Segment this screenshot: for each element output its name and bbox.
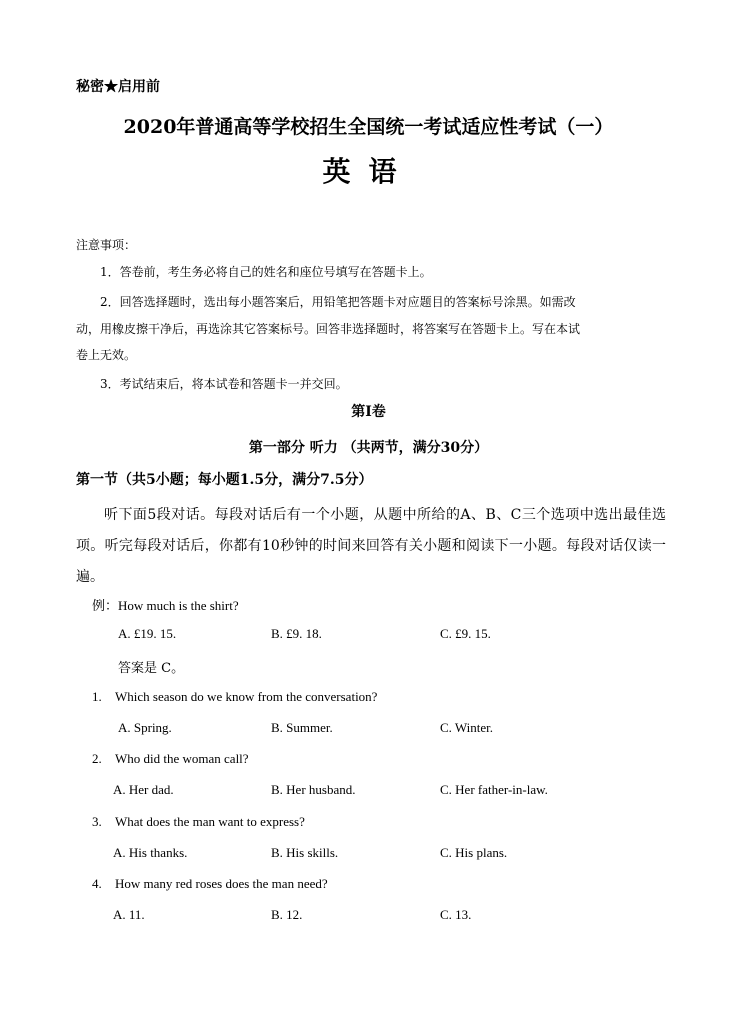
- question-1-option-b: B. Summer.: [271, 720, 333, 735]
- question-2-number: 2.: [92, 751, 102, 766]
- question-4-text: How many red roses does the man need?: [115, 876, 328, 891]
- question-2-text: Who did the woman call?: [115, 751, 249, 766]
- question-2-option-c: C. Her father-in-law.: [440, 782, 548, 797]
- notice-item-1: 1．答卷前，考生务必将自己的姓名和座位号填写在答题卡上。: [100, 265, 432, 279]
- question-4-option-a: A. 11.: [113, 907, 145, 922]
- notice-item-2-line-2: 动，用橡皮擦干净后，再选涂其它答案标号。回答非选择题时，将答案写在答题卡上。写在本试: [76, 322, 581, 336]
- notice-item-3: 3．考试结束后，将本试卷和答题卡一并交回。: [100, 377, 348, 391]
- example-question: How much is the shirt?: [118, 598, 239, 613]
- question-1-number: 1.: [92, 689, 102, 704]
- notice-item-2-line-3: 卷上无效。: [76, 348, 137, 362]
- question-1-option-a: A. Spring.: [118, 720, 172, 735]
- question-2-option-a: A. Her dad.: [113, 782, 174, 797]
- question-3-number: 3.: [92, 814, 102, 829]
- notice-item-2-line-1: 2．回答选择题时，选出每小题答案后，用铅笔把答题卡对应题目的答案标号涂黑。如需改: [100, 295, 576, 309]
- section-instructions: 听下面5段对话。每段对话后有一个小题，从题中所给的A、B、C三个选项中选出最佳选项。听完每段对话后，你都有10秒钟的时间来回答有关小题和阅读下一小题。每段对话仅读一遍。: [76, 507, 666, 585]
- exam-title: 2020年普通高等学校招生全国统一考试适应性考试（一）: [123, 116, 614, 138]
- question-3-text: What does the man want to express?: [115, 814, 305, 829]
- question-1-text: Which season do we know from the conversation?: [115, 689, 378, 704]
- question-4-option-b: B. 12.: [271, 907, 303, 922]
- example-block: [92, 595, 239, 614]
- example-option-b: B. £9. 18.: [271, 626, 322, 641]
- question-3-option-a: A. His thanks.: [113, 845, 188, 860]
- volume-heading: 第Ⅰ卷: [351, 404, 386, 420]
- subject-title: 英语: [322, 155, 415, 188]
- question-3-option-c: C. His plans.: [440, 845, 508, 860]
- example-prefix: 例：: [92, 599, 119, 614]
- part-heading: 第一部分 听力 （共两节，满分30分）: [248, 440, 489, 456]
- section-heading: 第一节（共5小题；每小题1.5分，满分7.5分）: [76, 472, 373, 488]
- question-2-option-b: B. Her husband.: [271, 782, 356, 797]
- question-4-option-c: C. 13.: [440, 907, 472, 922]
- example-option-c: C. £9. 15.: [440, 626, 491, 641]
- example-answer: 答案是 C。: [118, 661, 185, 676]
- question-4-number: 4.: [92, 876, 102, 891]
- question-1-option-c: C. Winter.: [440, 720, 494, 735]
- notice-heading: 注意事项：: [76, 238, 137, 252]
- example-option-a: A. £19. 15.: [118, 626, 177, 641]
- question-3-option-b: B. His skills.: [271, 845, 339, 860]
- secret-label: 秘密★启用前: [76, 79, 160, 95]
